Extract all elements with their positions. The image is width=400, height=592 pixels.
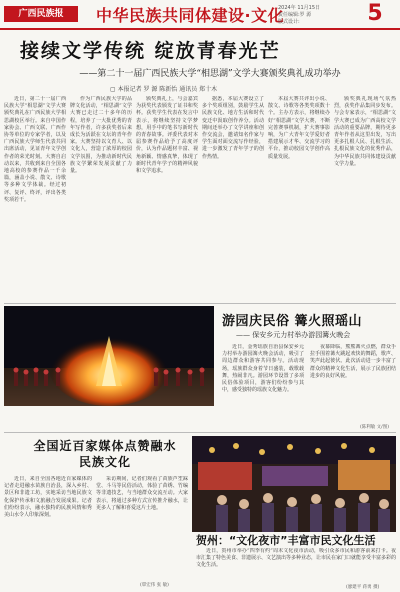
story2-headline: 游园庆民俗 篝火照瑶山 [222, 314, 363, 329]
issue-date: 2024年 11月15日 [278, 5, 321, 11]
lead-subhead: ——第二十一届广西民族大学“相思湖”文学大赛颁奖典礼成功举办 [79, 69, 341, 79]
story4-column: 近日，贺州市举办“四季有约”周末文化夜市活动，吸引众多市民和游客前来打卡。夜市汇集了特色美食、非遗展示、文艺演出等多种业态，让市民在家门口就能享受丰富多彩的文化生活。 [196, 548, 396, 569]
article-column: 作为广西民族大学的品牌文化活动，“相思湖”文学大赛已走过二十多年的历程，培养了一大批优秀的青年写作者，许多获奖者后来成长为活跃在文坛的青年作家。大赛坚持以文育人、以文化人，营造了浓厚的校园文学氛围，为推动新时代民族文学繁荣发展贡献了力量。 [70, 96, 132, 175]
article-column: 颁奖典礼上，与会嘉宾为获奖代表颁发了证书和奖杯。获奖学生代表在发言中表示，将继续坚持文学梦想，用手中的笔书写新时代的青春故事。评委代表对本届参赛作品给予了高度评价，认为作品题材丰富、视角新颖、情感真挚，体现了新时代青年学子的精神风貌和文学追求。 [136, 96, 198, 175]
designer-line: 版式设计: [278, 19, 300, 25]
article-column: 颁奖典礼现场气氛热烈，获奖作品集同步发布。与会专家表示，“相思湖”文学大赛已成为广西高校文学活动的重要品牌，期待更多青年作者从这里出发，写出更多扎根人民、扎根生活、扎根民族文化的优秀作品，为中华民族共同体建设贡献文学力量。 [334, 96, 396, 167]
section-divider [4, 303, 396, 304]
article-column: 据悉，本届大赛设立了多个奖项组别，鼓励学生从民族文化、地方生活和时代变迁中汲取创作养分。活动期间还举办了文学讲座和创作交流会，邀请知名作家与学生面对面交流写作经验，进一步激发了青年学子的创作热情。 [202, 96, 264, 160]
story2-subhead: —— 保安乡元力村举办游园篝火晚会 [236, 331, 351, 339]
issue-info [278, 5, 320, 26]
night-market-photo [192, 436, 396, 532]
story4-headline: 贺州：“文化夜市”丰富市民文化生活 [196, 534, 376, 547]
bonfire-photo [4, 306, 214, 406]
page-title: 中华民族共同体建设·文化 [96, 6, 285, 25]
story3-credit: (覃宏伟 张 敏) [140, 583, 169, 588]
story2-column: 夜幕降临，熊熊篝火点燃，群众手拉手围着篝火跳起欢快的舞蹈，歌声、笑声此起彼伏。此次活动进一步丰富了群众的精神文化生活，展示了民族团结进步的良好风貌。 [310, 344, 396, 379]
section-divider [4, 432, 396, 433]
page-number: 5 [367, 1, 383, 26]
story2-credit: (陈利敏 文/图) [360, 425, 389, 430]
masthead [0, 0, 400, 30]
story2-column: 近日，金秀瑶族自治县保安乡元力村举办游园篝火晚会活动，吸引了周边群众和游客共同参与。活动现场，瑶族群众身着节日盛装，载歌载舞，热闹非凡。游园环节设置了多项民俗体验项目，游客们纷纷参与其中，感受独特的瑶族文化魅力。 [222, 344, 304, 394]
editor-line: 责任编辑:罗 源 [278, 12, 312, 18]
story3-column: 采访期间，记者们观看了苗族芦笙踩堂、斗马等民俗活动，体验了苗绣、竹编等非遗技艺，与当地群众交流互动。大家表示，将通过多种方式宣传推介融水，让更多人了解和喜爱这片土地。 [96, 476, 188, 511]
article-column: 本届大赛共评出小说、散文、诗歌等各类奖项数十个。主办方表示，将继续办好“相思湖”文学大赛，不断完善赛事机制，扩大赛事影响，为广大青年文学爱好者搭建展示才华、交流学习的平台，推动校园文学创作高质量发展。 [268, 96, 330, 160]
section-badge: 广西民族报 [4, 6, 78, 22]
story3-column: 近日，来自全国各地近百家媒体的记者走进融水苗族自治县，深入乡村、景区和非遗工坊，实地采访当地民族文化保护传承和文旅融合发展成果。记者们纷纷表示，融水独特的民族风情和秀美山水令人印象深刻。 [4, 476, 92, 519]
article-column: 近日，第二十一届广西民族大学“相思湖”文学大赛颁奖典礼在广西民族大学相思湖校区举行。来自中国作家协会、广西文联、广西作协等单位的专家学者，以及广西民族大学师生代表共同出席活动，见证青年文学创作者的荣光时刻。大赛自启动以来，共收到来自全国各地高校的参赛作品一千余篇，涵盖小说、散文、诗歌等多种文学体裁。经过初评、复评、终评，评出各类奖项若干。 [4, 96, 66, 203]
lead-headline: 接续文学传统 绽放青春光芒 [20, 40, 281, 62]
story4-credit: (廖建平 蒋勇 摄) [346, 585, 380, 590]
lead-byline: ▢ 本报记者 罗 源 陈新怡 通讯员 郑十木 [110, 86, 218, 93]
story3-headline: 全国近百家媒体点赞融水民族文化 [33, 439, 177, 469]
